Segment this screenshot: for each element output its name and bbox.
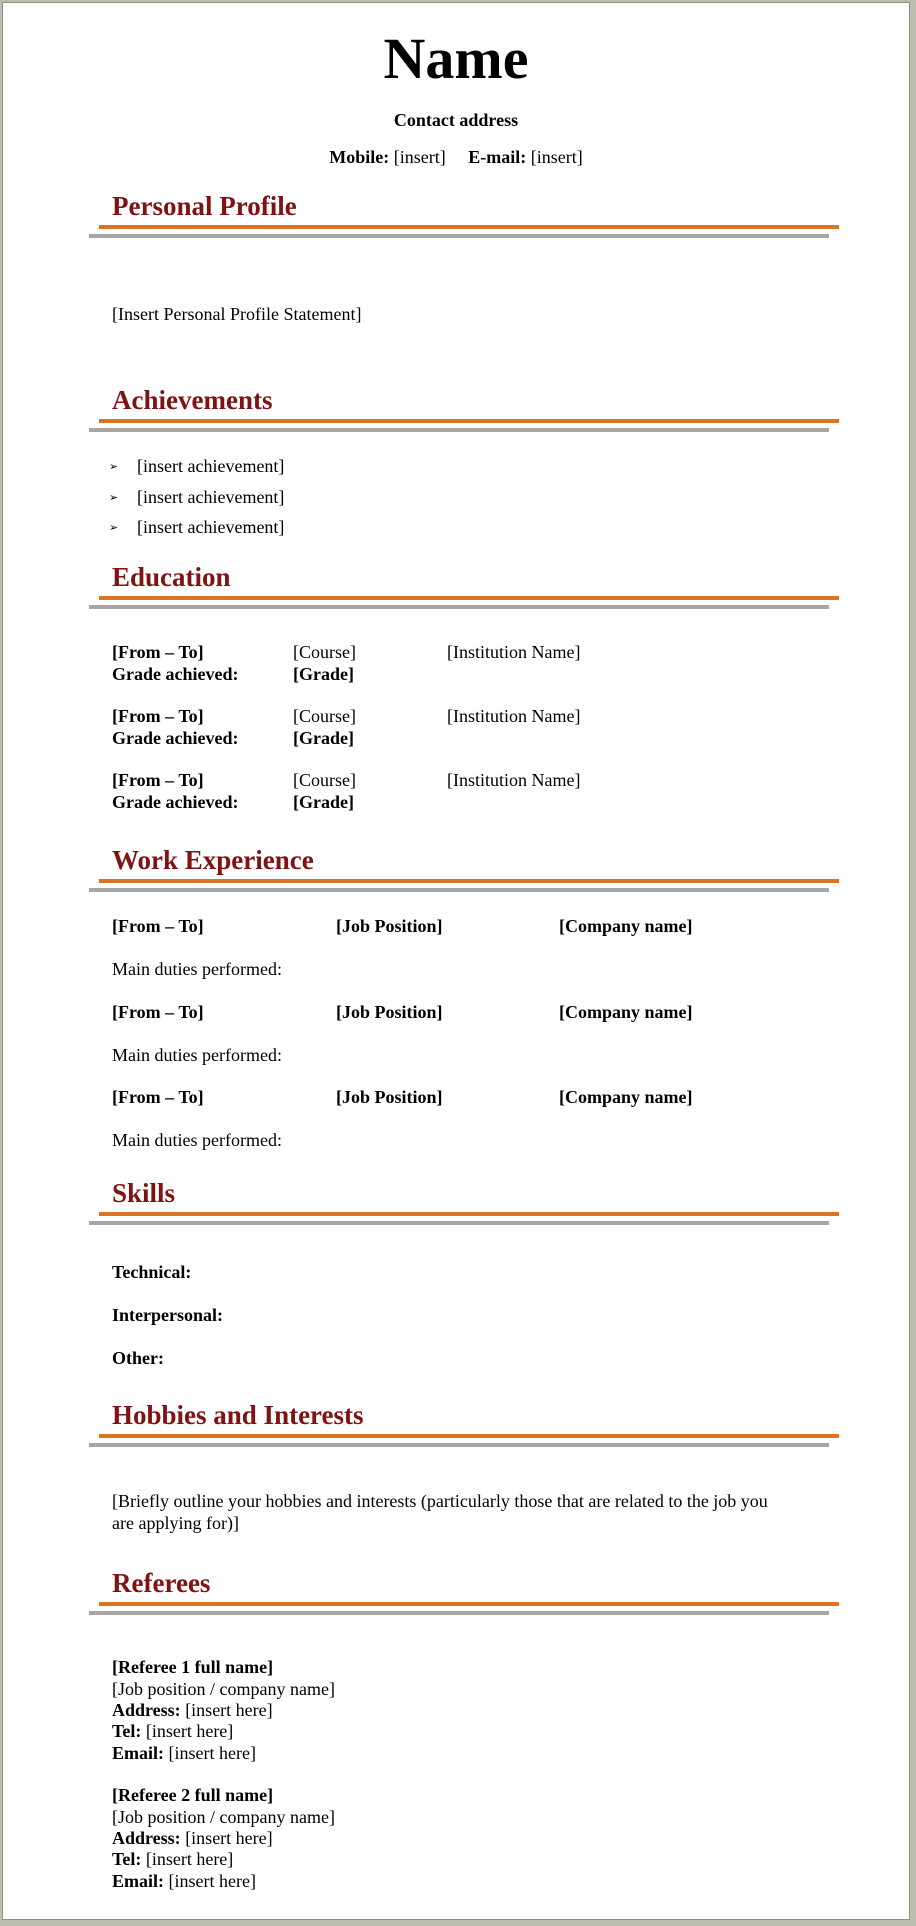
- section-rule-orange: [99, 596, 839, 600]
- contact-line: [3, 147, 909, 168]
- work-company: [Company name]: [559, 916, 693, 936]
- education-grade-label: Grade achieved:: [112, 792, 239, 812]
- referee-position: [Job position / company name]: [112, 1679, 335, 1699]
- referee-email-label: Email:: [112, 1871, 164, 1891]
- referee-tel-label: Tel:: [112, 1721, 142, 1741]
- skills-other-label: Other:: [112, 1348, 164, 1368]
- referee-address-value: [insert here]: [185, 1700, 273, 1720]
- section-title-achievements: Achievements: [112, 385, 273, 415]
- mobile-label: Mobile:: [329, 147, 390, 167]
- referee-email: [112, 1742, 256, 1764]
- education-dates: [From – To]: [112, 770, 204, 790]
- personal-profile-statement: [Insert Personal Profile Statement]: [112, 304, 362, 324]
- referee-tel-label: Tel:: [112, 1849, 142, 1869]
- work-duties: Main duties performed:: [112, 1045, 282, 1065]
- section-rule-orange: [99, 1602, 839, 1606]
- referee-email-value: [insert here]: [168, 1743, 256, 1763]
- section-rule-orange: [99, 1212, 839, 1216]
- section-rule-gray: [89, 605, 829, 609]
- skills-technical-label: Technical:: [112, 1262, 192, 1282]
- referee-email-label: Email:: [112, 1743, 164, 1763]
- achievement-item: [insert achievement]: [137, 517, 285, 537]
- section-title-education: Education: [112, 562, 231, 592]
- education-institution: [Institution Name]: [447, 706, 581, 726]
- education-dates: [From – To]: [112, 706, 204, 726]
- work-dates: [From – To]: [112, 1002, 204, 1022]
- section-rule-gray: [89, 1611, 829, 1615]
- section-title-personal-profile: Personal Profile: [112, 191, 297, 221]
- education-course: [Course]: [293, 706, 356, 726]
- work-position: [Job Position]: [336, 1087, 443, 1107]
- section-title-referees: Referees: [112, 1568, 211, 1598]
- referee-address-value: [insert here]: [185, 1828, 273, 1848]
- education-institution: [Institution Name]: [447, 642, 581, 662]
- education-grade: [Grade]: [293, 664, 354, 684]
- achievement-item: [insert achievement]: [137, 487, 285, 507]
- referee-address-label: Address:: [112, 1828, 181, 1848]
- resume-page: [2, 2, 910, 1920]
- section-rule-orange: [99, 225, 839, 229]
- email-value: [insert]: [530, 147, 583, 167]
- section-title-hobbies: Hobbies and Interests: [112, 1400, 364, 1430]
- candidate-name: Name: [383, 26, 529, 91]
- education-dates: [From – To]: [112, 642, 204, 662]
- education-course: [Course]: [293, 642, 356, 662]
- referee-address: [112, 1827, 273, 1849]
- section-rule-orange: [99, 1434, 839, 1438]
- section-rule-gray: [89, 234, 829, 238]
- work-company: [Company name]: [559, 1002, 693, 1022]
- section-rule-orange: [99, 879, 839, 883]
- referee-email-value: [insert here]: [168, 1871, 256, 1891]
- education-grade-label: Grade achieved:: [112, 664, 239, 684]
- achievement-item: [insert achievement]: [137, 456, 285, 476]
- section-rule-gray: [89, 1221, 829, 1225]
- referee-position: [Job position / company name]: [112, 1807, 335, 1827]
- education-course: [Course]: [293, 770, 356, 790]
- section-title-work-experience: Work Experience: [112, 845, 314, 875]
- section-rule-orange: [99, 419, 839, 423]
- referee-tel-value: [insert here]: [145, 1721, 234, 1741]
- referee-tel: [112, 1848, 233, 1870]
- referee-address: [112, 1699, 273, 1721]
- arrow-bullet-icon: ➢: [109, 492, 119, 504]
- referee-address-label: Address:: [112, 1700, 181, 1720]
- referee-name: [Referee 2 full name]: [112, 1785, 274, 1805]
- section-rule-gray: [89, 888, 829, 892]
- education-grade: [Grade]: [293, 728, 354, 748]
- section-rule-gray: [89, 428, 829, 432]
- hobbies-text: [Briefly outline your hobbies and interests (particularly those that are related to the job you are applying for)]: [112, 1491, 768, 1533]
- education-institution: [Institution Name]: [447, 770, 581, 790]
- work-dates: [From – To]: [112, 1087, 204, 1107]
- skills-interpersonal-label: Interpersonal:: [112, 1305, 223, 1325]
- email-label: E-mail:: [468, 147, 527, 167]
- referee-name: [Referee 1 full name]: [112, 1657, 274, 1677]
- arrow-bullet-icon: ➢: [109, 522, 119, 534]
- work-position: [Job Position]: [336, 1002, 443, 1022]
- work-duties: Main duties performed:: [112, 1130, 282, 1150]
- education-grade-label: Grade achieved:: [112, 728, 239, 748]
- work-duties: Main duties performed:: [112, 959, 282, 979]
- work-position: [Job Position]: [336, 916, 443, 936]
- work-dates: [From – To]: [112, 916, 204, 936]
- contact-address: Contact address: [393, 110, 519, 130]
- arrow-bullet-icon: ➢: [109, 461, 119, 473]
- education-grade: [Grade]: [293, 792, 354, 812]
- section-rule-gray: [89, 1443, 829, 1447]
- referee-email: [112, 1870, 256, 1892]
- section-title-skills: Skills: [112, 1178, 176, 1208]
- referee-tel: [112, 1720, 233, 1742]
- referee-tel-value: [insert here]: [145, 1849, 234, 1869]
- mobile-value: [insert]: [393, 147, 446, 167]
- work-company: [Company name]: [559, 1087, 693, 1107]
